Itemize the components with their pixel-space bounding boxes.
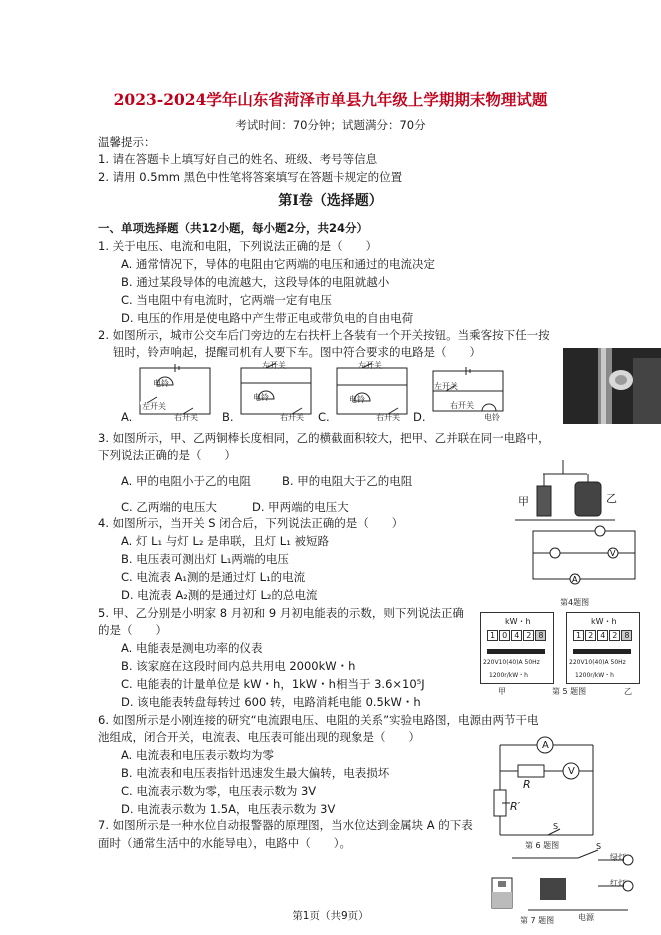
- switch-label: 右开关: [376, 413, 400, 422]
- svg-text:A: A: [572, 575, 578, 584]
- rod-label: 甲: [518, 495, 529, 508]
- option-letter: A.: [121, 410, 133, 424]
- question-stem: 1. 关于电压、电流和电阻，下列说法正确的是（ ）: [98, 239, 378, 253]
- option: B. 电流表和电压表指针迅速发生最大偏转，电表损坏: [121, 766, 390, 780]
- option: D. 电流表示数为 1.5A，电压表示数为 3V: [121, 802, 336, 816]
- circuit-diagram-c: [332, 363, 412, 421]
- option-letter: B.: [222, 410, 234, 424]
- energy-meter-yi: kW・h 1 2 4 2 8 220V10(40)A 50Hz 1200r/kW・h: [566, 612, 640, 684]
- voltmeter-symbol: V: [568, 766, 575, 777]
- switch-label: 左开关: [358, 361, 382, 370]
- q6-circuit-diagram: [488, 735, 608, 845]
- question-stem: 4. 如图所示，当开关 S 闭合后，下列说法正确的是（ ）: [98, 516, 404, 530]
- rheostat-label: R′: [510, 800, 521, 813]
- tip-item: 2. 请用 0.5mm 黑色中性笔将答案填写在答题卡规定的位置: [98, 170, 403, 184]
- resistor-label: R: [523, 778, 531, 791]
- bus-door-photo: [563, 348, 661, 424]
- circuit-diagram-b: [236, 363, 316, 421]
- question-stem: 5. 甲、乙分别是小明家 8 月初和 9 月初电能表的示数，则下列说法正确: [98, 606, 464, 620]
- option: D. 甲两端的电压大: [252, 500, 349, 514]
- bell-label: 电铃: [484, 413, 500, 422]
- question-stem: 6. 如图所示是小刚连接的研究“电流跟电压、电阻的关系”实验电路图，电源由两节干电: [98, 713, 539, 727]
- bell-label: 电铃: [153, 379, 169, 388]
- option: A. 甲的电阻小于乙的电阻: [121, 474, 251, 488]
- switch-label: 左开关: [434, 382, 458, 391]
- option: A. 电能表是测电功率的仪表: [121, 641, 263, 655]
- option: A. 通常情况下，导体的电阻由它两端的电压和通过的电流决定: [121, 257, 435, 271]
- switch-label: S: [596, 842, 602, 851]
- question-stem: 7. 如图所示是一种水位自动报警器的原理图，当水位达到金属块 A 的下表: [98, 818, 473, 832]
- ammeter-symbol: A: [542, 740, 549, 751]
- page-footer: 第1页（共9页）: [292, 910, 369, 922]
- red-light-label: 红灯: [610, 879, 626, 888]
- option: B. 电压表可测出灯 L₁两端的电压: [121, 552, 289, 566]
- question-stem: 钮时，铃声响起，提醒司机有人要下车。图中符合要求的电路是（ ）: [113, 345, 481, 359]
- option: C. 乙两端的电压大: [121, 500, 217, 514]
- svg-text:V: V: [610, 549, 616, 558]
- question-stem: 面时（通常生活中的水能导电），电路中（ ）。: [98, 836, 351, 850]
- question-stem: 池组成，闭合开关，电流表、电压表可能出现的现象是（ ）: [98, 730, 420, 744]
- option: B. 该家庭在这段时间内总共用电 2000kW・h: [121, 659, 356, 673]
- option: C. 电流表示数为零，电压表示数为 3V: [121, 784, 317, 798]
- question-stem: 3. 如图所示，甲、乙两铜棒长度相同，乙的横截面积较大，把甲、乙并联在同一电路中，: [98, 431, 550, 445]
- option: B. 通过某段导体的电流越大，这段导体的电阻就越小: [121, 275, 390, 289]
- green-light-label: 绿灯: [610, 853, 626, 862]
- question-stem: 2. 如图所示，城市公交车后门旁边的左右扶杆上各装有一个开关按钮。当乘客按下任一按: [98, 328, 550, 342]
- option: D. 电压的作用是使电路中产生带正电或带负电的自由电荷: [121, 311, 414, 325]
- switch-label: 右开关: [280, 413, 304, 422]
- section-heading: 一、单项选择题（共12小题，每小题2分，共24分）: [98, 221, 369, 235]
- bell-label: 电铃: [349, 395, 365, 404]
- option: C. 电流表 A₁测的是通过灯 L₁的电流: [121, 570, 306, 584]
- exam-title: 2023-2024学年山东省菏泽市单县九年级上学期期末物理试题: [113, 90, 548, 109]
- question-stem: 的是（ ）: [98, 623, 167, 637]
- meter-label: 甲: [498, 687, 506, 696]
- option-letter: C.: [318, 410, 330, 424]
- option: C. 当电阻中有电流时，它两端一定有电压: [121, 293, 332, 307]
- option: A. 灯 L₁ 与灯 L₂ 是串联，且灯 L₁ 被短路: [121, 534, 329, 548]
- switch-label: 右开关: [174, 413, 198, 422]
- energy-meter-jia: kW・h 1 0 4 2 8 220V10(40)A 50Hz 1200r/kW・h: [480, 612, 554, 684]
- q4-circuit-diagram: [525, 523, 643, 593]
- power-source-label: 电源: [578, 913, 594, 922]
- rod-label: 乙: [606, 492, 617, 505]
- tips-heading: 温馨提示：: [98, 135, 156, 149]
- option-letter: D.: [413, 410, 426, 424]
- option: D. 电流表 A₂测的是通过灯 L₂的总电流: [121, 588, 318, 602]
- exam-info: 考试时间：70分钟；试题满分：70分: [235, 118, 426, 132]
- figure-caption: 第 7 题图: [520, 916, 555, 925]
- meter-digits: 1 0 4 2 8: [487, 630, 546, 641]
- option: D. 该电能表转盘每转过 600 转，电路消耗电能 0.5kW・h: [121, 695, 421, 709]
- figure-caption: 第 6 题图: [525, 841, 560, 850]
- figure-caption: 第 5 题图: [552, 687, 587, 696]
- part-title: 第Ⅰ卷（选择题）: [278, 193, 383, 209]
- tip-item: 1. 请在答题卡上填写好自己的姓名、班级、考号等信息: [98, 152, 378, 166]
- option: B. 甲的电阻大于乙的电阻: [282, 474, 413, 488]
- switch-label: 左开关: [262, 361, 286, 370]
- switch-label: S: [553, 822, 559, 831]
- meter-label: 乙: [624, 687, 632, 696]
- option: C. 电能表的计量单位是 kW・h，1kW・h相当于 3.6×10⁵J: [121, 677, 425, 691]
- switch-label: 右开关: [450, 401, 474, 410]
- option: A. 电流表和电压表示数均为零: [121, 748, 274, 762]
- switch-label: 左开关: [142, 402, 166, 411]
- meter-digits: 1 2 4 2 8: [573, 630, 632, 641]
- question-stem: 下列说法正确的是（ ）: [98, 448, 236, 462]
- bell-label: 电铃: [253, 393, 269, 402]
- figure-caption: 第4题图: [560, 598, 590, 607]
